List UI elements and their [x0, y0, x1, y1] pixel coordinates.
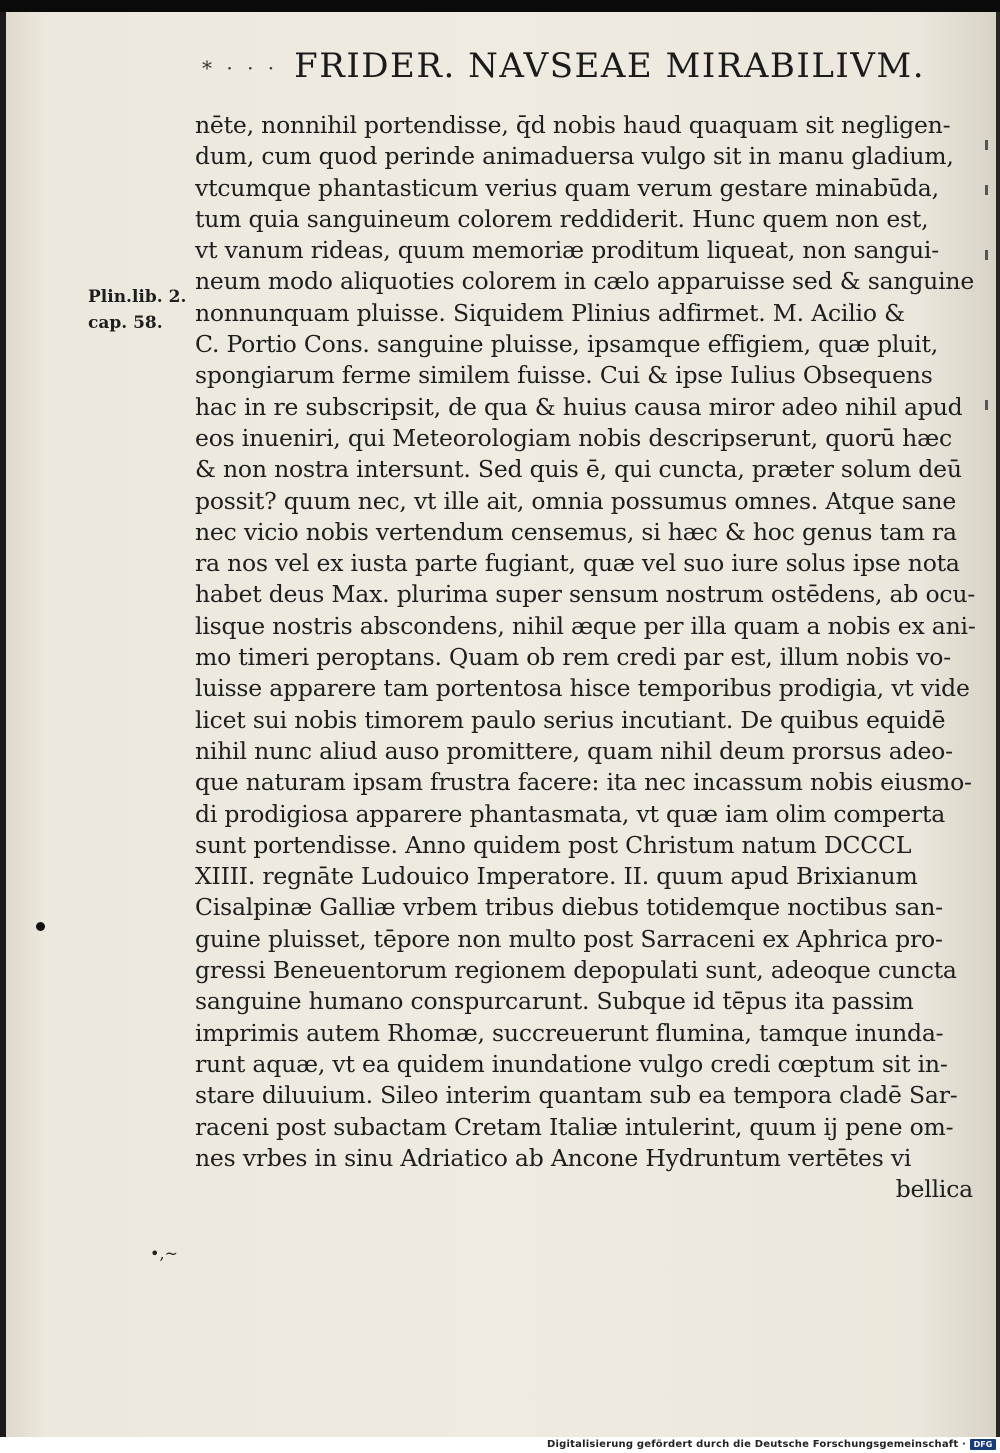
text-line: nēte, nonnihil portendisse, q̄d nobis haud quaquam sit negligen-	[195, 111, 951, 139]
margin-citation	[88, 284, 186, 336]
text-line: luisse apparere tam portentosa hisce temporibus prodigia, vt vide	[195, 674, 970, 703]
text-line: nonnunquam pluisse. Siquidem Plinius adfirmet. M. Acilio &	[195, 298, 905, 327]
catchword: bellica	[895, 1175, 973, 1204]
margin-citation-line: cap. 58.	[88, 313, 163, 333]
text-line: nec vicio nobis vertendum censemus, si hæc & hoc genus tam ra	[195, 517, 957, 546]
running-header	[202, 46, 925, 86]
text-line: nes vrbes in sinu Adriatico ab Ancone Hydruntum vertētes vi	[195, 1143, 912, 1172]
text-line: spongiarum ferme similem fuisse. Cui & ipse Iulius Obsequens	[195, 361, 933, 390]
margin-citation-line: Plin.lib. 2.	[88, 287, 187, 307]
text-line: vt vanum rideas, quum memoriæ proditum liqueat, non sangui-	[195, 236, 939, 265]
text-line: hac in re subscripsit, de qua & huius causa miror adeo nihil apud	[195, 392, 963, 421]
header-ornament: * · · ·	[202, 56, 279, 80]
text-line: gressi Beneuentorum regionem depopulati sunt, adeoque cuncta	[195, 956, 957, 985]
text-line: guine pluisset, tēpore non multo post Sarraceni ex Aphrica pro-	[195, 924, 943, 953]
text-line: & non nostra intersunt. Sed quis ē, qui cuncta, præter solum deū	[195, 455, 962, 484]
text-line: dum, cum quod perinde animaduersa vulgo sit in manu gladium,	[195, 142, 954, 171]
text-line: runt aquæ, vt ea quidem inundatione vulgo credi cœptum sit in-	[195, 1049, 948, 1078]
margin-ink-dot	[36, 922, 45, 931]
header-title: FRIDER. NAVSEAE MIRABILIVM.	[294, 46, 926, 86]
text-line: vtcumque phantasticum verius quam verum gestare minabūda,	[195, 173, 939, 202]
scan-top-border	[0, 0, 1000, 12]
text-line: XIIII. regnāte Ludouico Imperatore. II. quum apud Brixianum	[195, 862, 918, 891]
text-line: tum quia sanguineum colorem reddiderit. Hunc quem non est,	[195, 204, 929, 233]
scan-right-border	[996, 12, 1000, 1437]
text-line: possit? quum nec, vt ille ait, omnia possumus omnes. Atque sane	[195, 486, 957, 515]
text-line: lisque nostris abscondens, nihil æque per illa quam a nobis ex ani-	[195, 611, 976, 640]
text-line: que naturam ipsam frustra facere: ita nec incassum nobis eiusmo-	[195, 768, 972, 797]
text-line: mo timeri peroptans. Quam ob rem credi par est, illum nobis vo-	[195, 643, 951, 672]
text-line: sanguine humano conspurcarunt. Subque id tēpus ita passim	[195, 987, 914, 1016]
text-line: licet sui nobis timorem paulo serius incutiant. De quibus equidē	[195, 705, 946, 734]
text-line: di prodigiosa apparere phantasmata, vt quæ iam olim comperta	[195, 799, 946, 828]
text-line: neum modo aliquoties colorem in cælo apparuisse sed & sanguine	[195, 267, 975, 296]
dfg-logo: DFG	[970, 1439, 996, 1450]
text-line: stare diluuium. Sileo interim quantam sub ea tempora cladē Sar-	[195, 1081, 958, 1110]
text-line: imprimis autem Rhomæ, succreuerunt flumina, tamque inunda-	[195, 1018, 944, 1047]
text-line: eos inueniri, qui Meteorologiam nobis descripserunt, quorū hæc	[195, 423, 952, 452]
text-line: C. Portio Cons. sanguine pluisse, ipsamque effigiem, quæ pluit,	[195, 330, 938, 359]
digitization-credit: Digitalisierung gefördert durch die Deutsche Forschungsgemeinschaft ·	[547, 1439, 966, 1450]
text-line: nihil nunc aliud auso promittere, quam nihil deum prorsus adeo-	[195, 736, 953, 765]
text-line: habet deus Max. plurima super sensum nostrum ostēdens, ab ocu-	[195, 580, 976, 609]
body-text	[195, 110, 995, 1205]
text-line: Cisalpinæ Galliæ vrbem tribus diebus totidemque noctibus san-	[195, 893, 943, 922]
text-line: raceni post subactam Cretam Italiæ intulerint, quum ij pene om-	[195, 1112, 954, 1141]
margin-ink-mark: •,~	[150, 1244, 178, 1263]
text-line: sunt portendisse. Anno quidem post Christum natum DCCCL	[195, 830, 912, 859]
text-line: ra nos vel ex iusta parte fugiant, quæ vel suo iure solus ipse nota	[195, 549, 960, 578]
